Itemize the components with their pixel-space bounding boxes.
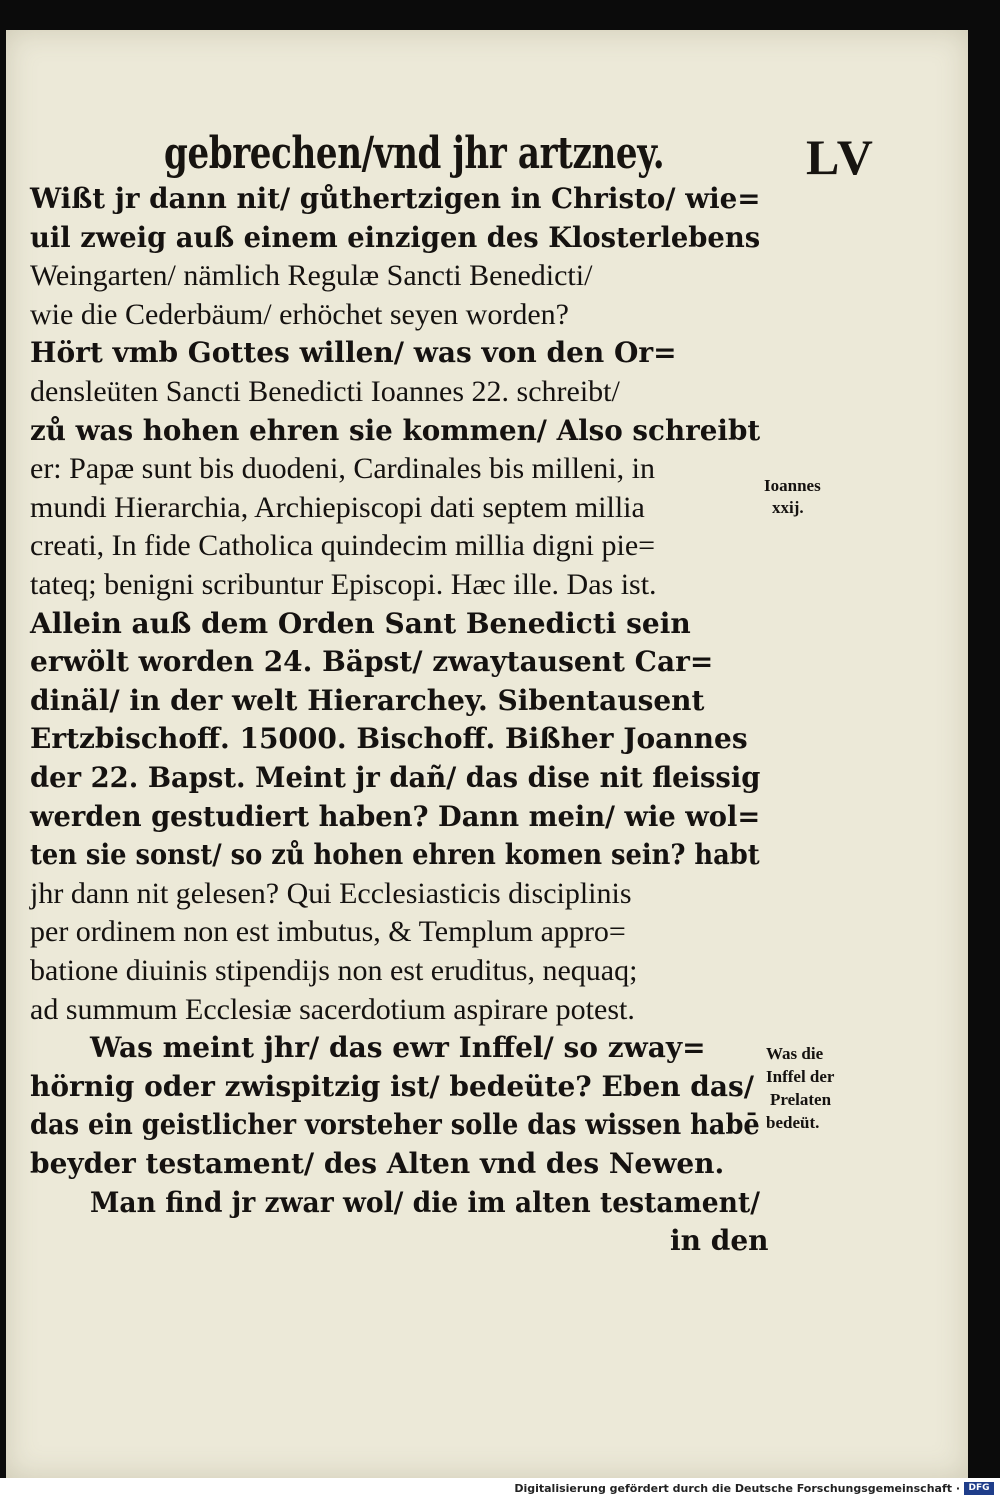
text-line: batione diuinis stipendijs non est eruditus, nequaq; [30,954,638,987]
margin-note-line: bedeüt. [766,1113,820,1132]
folio-number: LV [806,129,875,185]
text-line: werden gestudiert haben? Dann mein/ wie wol= [30,799,761,833]
text-line: uil zweig auß einem einzigen des Klosterlebens [30,220,761,254]
margin-note-line: Was die [766,1044,824,1063]
margin-note-line: Inffel der [766,1067,835,1086]
margin-note-line: Prelaten [770,1090,832,1109]
text-line: wie die Cederbäum/ erhöchet seyen worden? [30,297,569,331]
text-line: Was meint jhr/ das ewr Inffel/ so zway= [90,1031,706,1065]
text-line: in den [670,1224,769,1258]
text-line: der 22. Bapst. Meint jr dañ/ das dise nit fleissig [30,761,761,794]
text-line: ad summum Ecclesiæ sacerdotium aspirare potest. [30,992,635,1026]
text-line: dinäl/ in der welt Hierarchey. Sibentausent [30,683,705,717]
margin-note-line: Ioannes [764,476,821,495]
dfg-logo: DFG [964,1482,994,1495]
text-line: zů was hohen ehren sie kommen/ Also schreibt [30,413,761,447]
text-line: Weingarten/ nämlich Regulæ Sancti Benedicti/ [30,259,593,293]
text-line: erwölt worden 24. Bäpst/ zwaytausent Car= [30,645,714,679]
text-line: creati, In fide Catholica quindecim millia digni pie= [30,529,656,563]
text-line: ten sie sonst/ so zů hohen ehren komen sein? habt [30,838,760,872]
margin-note-ioannes [766,475,821,519]
book-page [6,30,968,1478]
text-line: Allein auß dem Orden Sant Benedicti sein [30,606,691,640]
digitization-footer [0,1478,1000,1500]
text-line: Wißt jr dann nit/ gůthertzigen in Christo/ wie= [30,182,761,215]
text-line: er: Papæ sunt bis duodeni, Cardinales bis milleni, in [30,452,655,486]
running-head: gebrechen/vnd jhr artzney. [164,128,665,179]
text-line: jhr dann nit gelesen? Qui Ecclesiasticis disciplinis [30,876,632,910]
margin-note-line: xxij. [772,498,804,517]
text-line: per ordinem non est imbutus, & Templum appro= [30,915,626,949]
footer-credit-text: Digitalisierung gefördert durch die Deutsche Forschungsgemeinschaft · [514,1482,960,1495]
text-line: Ertzbischoff. 15000. Bischoff. Bißher Joannes [30,722,748,756]
text-line: das ein geistlicher vorsteher solle das wissen habē [30,1108,760,1142]
text-line: Man find jr zwar wol/ die im alten testament/ [90,1185,760,1219]
text-line: beyder testament/ des Alten vnd des Newen. [30,1147,725,1180]
margin-note-inffel [766,1042,834,1134]
text-line: Hört vmb Gottes willen/ was von den Or= [30,336,677,370]
text-line: tateq; benigni scribuntur Episcopi. Hæc ille. Das ist. [30,568,657,601]
text-line: hörnig oder zwispitzig ist/ bedeüte? Eben das/ [30,1069,754,1103]
text-line: densleüten Sancti Benedicti Ioannes 22. schreibt/ [30,375,620,408]
text-line: mundi Hierarchia, Archiepiscopi dati septem millia [30,490,645,524]
